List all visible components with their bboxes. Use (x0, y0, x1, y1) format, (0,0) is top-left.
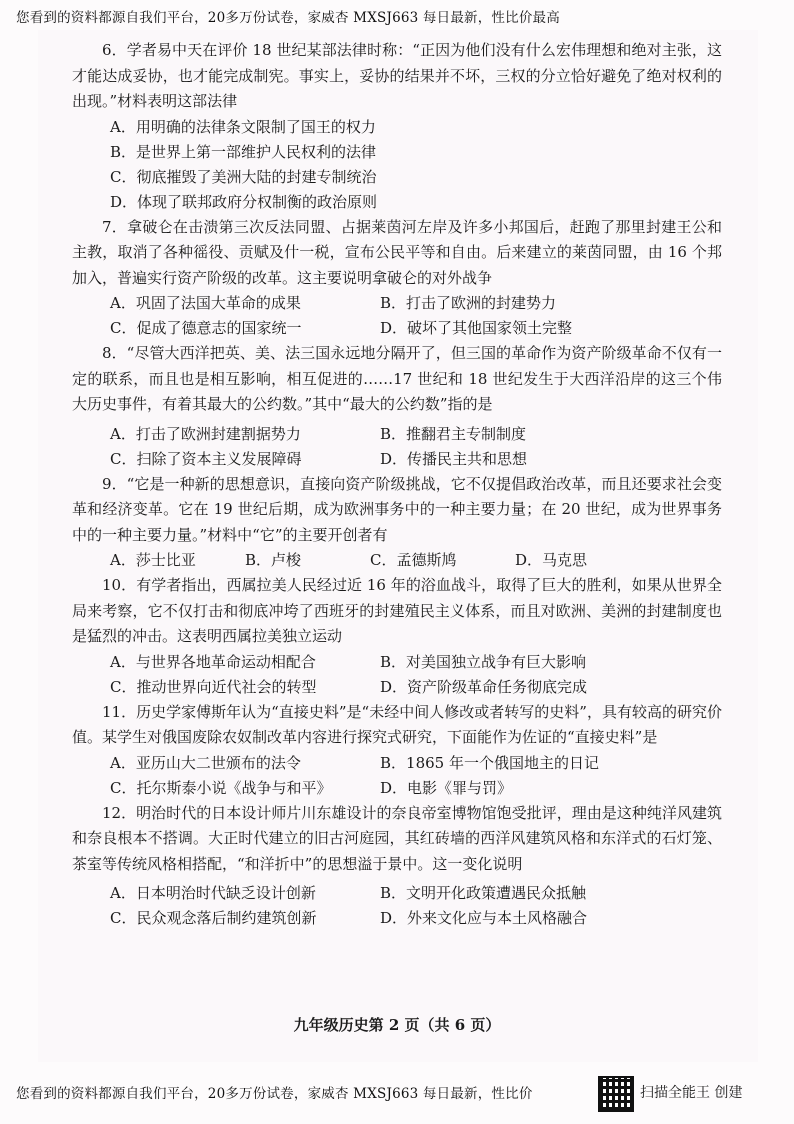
option-c: C．扫除了资本主义发展障碍 (110, 449, 302, 468)
question-9 (72, 472, 722, 574)
option-d: D．电影《罪与罚》 (380, 778, 513, 797)
question-6 (72, 38, 722, 215)
question-stem: 12．明治时代的日本设计师片川东雄设计的奈良帝室博物馆饱受批评，理由是这种纯洋风建筑和奈良根本不搭调。大正时代建立的旧古河庭园，其红砖墙的西洋风建筑风格和东洋式的石灯笼、茶室等传统风格相搭配，“和洋折中”的思想溢于景中。这一变化说明 (72, 803, 722, 873)
question-stem: 6．学者易中天在评价 18 世纪某部法律时称：“正因为他们没有什么宏伟理想和绝对主张，这才能达成妥协，也才能完成制宪。事实上，妥协的结果并不坏，三权的分立恰好避免了绝对权利的出现。”材料表明这部法律 (72, 41, 722, 110)
option-list (72, 751, 722, 801)
option-list (72, 881, 722, 931)
question-stem: 8．“尽管大西洋把英、美、法三国永远地分隔开了，但三国的革命作为资产阶级革命不仅有一定的联系，而且也是相互影响，相互促进的……17 世纪和 18 世纪发生于大西洋沿岸的这三个伟大历史事件，有着其最大的公约数。”其中“最大的公约数”指的是 (72, 344, 722, 413)
option-a: A．日本明治时代缺乏设计创新 (110, 884, 316, 902)
option-d: D．破坏了其他国家领土完整 (380, 319, 573, 337)
option-d: D．外来文化应与本土风格融合 (380, 909, 588, 927)
question-list (72, 38, 722, 931)
top-watermark-banner: 您看到的资料都源自我们平台，20多万份试卷，家威杏 MXSJ663 每日最新，性比价最高 (16, 10, 560, 26)
option-c: C．民众观念落后制约建筑创新 (110, 909, 317, 927)
option-a: A．用明确的法律条文限制了国王的权力 (110, 117, 376, 136)
option-b: B．文明开化政策遭遇民众抵触 (380, 884, 587, 902)
option-c: C．孟德斯鸠 (370, 551, 457, 569)
option-b: B．1865 年一个俄国地主的日记 (380, 753, 599, 772)
option-c: C．彻底摧毁了美洲大陆的封建专制统治 (110, 167, 377, 186)
scanner-credit: 扫描全能王 创建 (640, 1085, 743, 1101)
option-d: D．传播民主共和思想 (380, 449, 528, 468)
qr-code-icon (598, 1076, 634, 1112)
question-stem: 11．历史学家傅斯年认为“直接史料”是“未经中间人修改或者转写的史料”，具有较高的研究价值。某学生对俄国废除农奴制改革内容进行探究式研究，下面能作为佐证的“直接史料”是 (72, 702, 722, 746)
option-list (72, 115, 722, 215)
option-b: B．对美国独立战争有巨大影响 (380, 652, 587, 671)
question-10 (72, 573, 722, 700)
option-b: B．推翻君主专制制度 (380, 424, 527, 443)
question-stem: 10．有学者指出，西属拉美人民经过近 16 年的浴血战斗，取得了巨大的胜利，如果从世界全局来考察，它不仅打击和彻底冲垮了西班牙的封建殖民主义体系，而且对欧洲、美洲的封建制度也是猛烈的冲击。这表明西属拉美独立运动 (72, 576, 722, 645)
option-a: A．亚历山大二世颁布的法令 (110, 753, 301, 772)
option-list (72, 422, 722, 472)
option-b: B．打击了欧洲的封建势力 (380, 294, 557, 312)
option-a: A．巩固了法国大革命的成果 (110, 294, 301, 312)
question-7 (72, 215, 722, 342)
question-8 (72, 341, 722, 472)
question-12 (72, 801, 722, 932)
option-a: A．莎士比亚 (110, 551, 196, 569)
question-11 (72, 700, 722, 801)
option-list (72, 650, 722, 700)
option-a: A．与世界各地革命运动相配合 (110, 652, 316, 671)
question-stem: 9．“它是一种新的思想意识，直接向资产阶级挑战，它不仅提倡政治改革，而且还要求社会变革和经济变革。它在 19 世纪后期，成为欧洲事务中的一种主要力量；在 20 世纪，成为世界事务中的一种主要力量。”材料中“它”的主要开创者有 (72, 474, 722, 544)
question-stem: 7．拿破仑在击溃第三次反法同盟、占据莱茵河左岸及许多小邦国后，赶跑了那里封建王公和主教，取消了各种徭役、贡赋及什一税，宣布公民平等和自由。后来建立的莱茵同盟，由 16 个邦加入，普遍实行资产阶级的改革。这主要说明拿破仑的对外战争 (72, 217, 722, 287)
option-a: A．打击了欧洲封建割据势力 (110, 424, 301, 443)
bottom-watermark-banner: 您看到的资料都源自我们平台，20多万份试卷，家威杏 MXSJ663 每日最新，性比价 (16, 1086, 533, 1102)
option-b: B．卢梭 (245, 551, 302, 569)
option-d: D．资产阶级革命任务彻底完成 (380, 677, 588, 696)
option-list (72, 548, 722, 573)
option-d: D．体现了联邦政府分权制衡的政治原则 (110, 192, 378, 211)
option-c: C．促成了德意志的国家统一 (110, 319, 302, 337)
option-c: C．推动世界向近代社会的转型 (110, 677, 317, 696)
page-footer: 九年级历史第 2 页（共 6 页） (293, 1016, 501, 1034)
option-b: B．是世界上第一部维护人民权利的法律 (110, 142, 377, 161)
option-c: C．托尔斯泰小说《战争与和平》 (110, 778, 332, 797)
option-d: D．马克思 (515, 551, 588, 569)
option-list (72, 291, 722, 341)
